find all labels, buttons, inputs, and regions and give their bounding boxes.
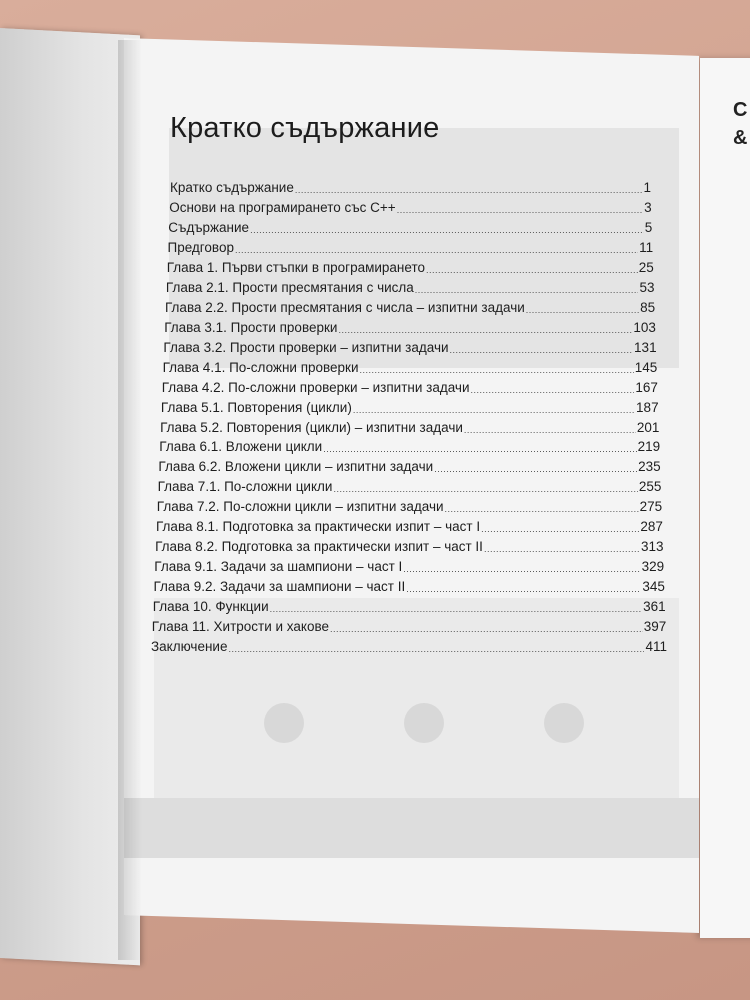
toc-entry-label: Глава 11. Хитрости и хакове [151,619,329,634]
toc-entry-leader-dots [360,364,634,377]
toc-entry-label: Глава 10. Функции [152,599,269,615]
toc-entry-label: Глава 3.2. Прости проверки – изпитни задачи [163,339,449,355]
toc-entry [158,477,662,496]
right-book-letter-bottom: & [733,127,748,149]
toc-entry-page-number: 329 [641,559,665,575]
toc-entry-label: Глава 1. Първи стъпки в програмирането [166,259,425,275]
toc-entry [161,398,659,417]
toc-entry-page-number: 219 [637,439,661,455]
toc-entry-leader-dots [353,404,635,417]
toc-entry-label: Глава 5.2. Повторения (цикли) – изпитни задачи [160,419,463,435]
toc-entry-page-number: 11 [639,239,654,255]
toc-title: Кратко съдържание [170,112,440,144]
toc-entry-page-number: 25 [638,259,654,275]
toc-entry [157,497,662,516]
toc-entry-label: Глава 4.2. По-сложни проверки – изпитни задачи [161,379,470,395]
toc-entry-page-number: 361 [643,599,666,615]
toc-entry-leader-dots [270,603,643,616]
toc-entry-leader-dots [295,184,643,197]
toc-entry-label: Глава 2.2. Прости пресмятания с числа – изпитни задачи [165,299,525,315]
toc-entry-label: Глава 4.1. По-сложни проверки [162,359,359,375]
toc-entry-label: Съдържание [168,219,250,235]
toc-entry-page-number: 3 [644,200,652,215]
toc-entry [168,238,654,257]
toc-entry-leader-dots [228,643,644,656]
toc-entry-label: Глава 6.2. Вложени цикли – изпитни задачи [158,459,434,475]
toc-entry-leader-dots [338,324,632,337]
toc-entry-page-number: 287 [640,519,663,535]
toc-entry-leader-dots [481,523,639,536]
toc-entry-leader-dots [464,424,636,437]
toc-entry [162,378,658,397]
toc-entry-label: Глава 9.2. Задачи за шампиони – част II [153,579,406,595]
toc-entry [155,537,663,556]
toc-entry-leader-dots [250,224,644,237]
toc-entry [168,218,652,237]
toc-entry-label: Глава 8.2. Подготовка за практически изпит – част II [155,539,483,555]
toc-entry [156,517,663,536]
toc-entry-page-number: 5 [644,219,653,235]
toc-entry-label: Глава 5.1. Повторения (цикли) [160,399,352,415]
toc-entry-label: Глава 6.1. Вложени цикли [159,439,323,455]
toc-entry [160,418,659,437]
toc-entry-page-number: 145 [634,359,658,375]
toc-entry-leader-dots [415,284,639,297]
toc-entry [154,577,665,596]
toc-entry-leader-dots [235,244,638,257]
toc-entry-leader-dots [471,384,635,397]
toc-entry-leader-dots [406,583,641,596]
toc-entry [151,637,667,656]
toc-entry [159,437,660,456]
toc-entry-page-number: 103 [633,319,656,335]
toc-entry [165,298,655,317]
toc-entry [166,278,655,297]
toc-entry [154,557,664,576]
toc-entry-label: Глава 2.1. Прости пресмятания с числа [165,279,414,295]
toc-entry-label: Глава 8.1. Подготовка за практически изпит – част I [156,519,481,535]
toc-entry-leader-dots [450,344,634,357]
toc-entry-page-number: 53 [639,279,655,295]
toc-entry [164,318,656,337]
toc-entry-label: Глава 3.1. Прости проверки [164,319,338,335]
toc-entry-leader-dots [434,463,637,476]
toc-entry-label: Глава 9.1. Задачи за шампиони – част I [154,559,403,575]
toc-entry-leader-dots [484,543,640,556]
toc-entry-leader-dots [445,503,639,516]
toc-entry [163,338,656,357]
toc-entry [152,617,667,636]
toc-entry-leader-dots [397,204,643,217]
toc-entry-label: Кратко съдържание [170,180,294,195]
toc-entry-page-number: 275 [639,499,663,515]
toc-entry-page-number: 131 [634,339,657,355]
toc-entry-leader-dots [403,563,640,576]
toc-entry-label: Предговор [167,239,234,255]
toc-entry-page-number: 85 [640,299,656,315]
toc-entry [153,597,666,616]
toc-entry-page-number: 1 [643,180,651,195]
toc-entry [158,457,660,476]
right-book-letter-top: C [733,99,748,121]
toc-entry-page-number: 201 [636,419,660,435]
toc-entry-label: Заключение [151,639,228,654]
toc-entry-label: Основи на програмирането със С++ [169,200,396,215]
toc-entry-page-number: 345 [642,579,665,595]
toc-entry-page-number: 397 [643,619,667,634]
toc-entry-page-number: 187 [636,399,659,415]
toc-entry-label: Глава 7.1. По-сложни цикли [157,479,333,495]
toc-entry [169,198,652,217]
toc-entry-page-number: 313 [640,539,664,555]
toc-entry [167,258,654,277]
toc-entry-leader-dots [426,264,638,277]
toc-entry [163,358,658,377]
toc-entry-leader-dots [526,304,639,317]
toc-entry-page-number: 235 [638,459,661,475]
toc-entry-leader-dots [323,443,636,456]
toc-entry-leader-dots [330,623,643,636]
toc-entry-page-number: 167 [635,379,658,395]
toc-entry-label: Глава 7.2. По-сложни цикли – изпитни задачи [156,499,444,515]
toc-entry-page-number: 411 [645,639,667,654]
toc-entry [170,178,651,197]
toc-entry-page-number: 255 [638,479,662,495]
toc-entry-leader-dots [333,483,637,496]
